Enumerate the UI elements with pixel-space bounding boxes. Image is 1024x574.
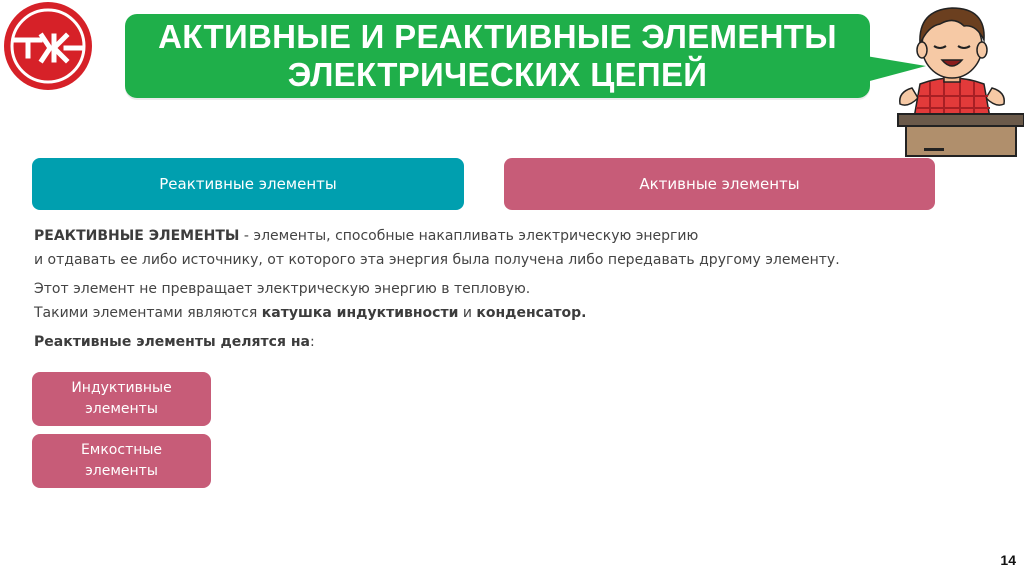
examples-and: и — [458, 305, 477, 321]
title-line-2: ЭЛЕКТРИЧЕСКИХ ЦЕПЕЙ — [287, 56, 708, 93]
definition-text: - элементы, способные накапливать электрическую энергию — [239, 228, 699, 244]
classification-colon: : — [309, 334, 315, 350]
teacher-character-icon — [880, 0, 1024, 158]
definition-term: РЕАКТИВНЫЕ ЭЛЕМЕНТЫ — [34, 228, 240, 244]
tab-active-elements[interactable] — [504, 158, 935, 210]
capacitive-label-line1: Емкостные — [80, 442, 163, 458]
page-number: 14 — [1000, 552, 1016, 568]
tab-active-label: Активные элементы — [639, 175, 800, 193]
examples-paragraph — [34, 277, 586, 325]
definition-paragraph — [34, 224, 840, 272]
capacitive-label-line2: элементы — [85, 463, 158, 479]
tab-reactive-elements[interactable] — [32, 158, 464, 210]
classification-text: Реактивные элементы делятся на — [34, 334, 310, 350]
examples-prefix: Такими элементами являются — [34, 305, 262, 321]
inductive-label-line1: Индуктивные — [71, 380, 172, 396]
classification-heading — [34, 330, 315, 354]
examples-line1: Этот элемент не превращает электрическую энергию в тепловую. — [34, 281, 531, 297]
capacitive-elements-button[interactable] — [32, 434, 211, 488]
company-logo-icon — [2, 0, 94, 92]
examples-capacitor: конденсатор. — [476, 305, 587, 321]
inductive-label-line2: элементы — [85, 401, 158, 417]
examples-inductor: катушка индуктивности — [261, 305, 459, 321]
inductive-elements-button[interactable] — [32, 372, 211, 426]
page-title — [125, 14, 870, 98]
title-line-1: АКТИВНЫЕ И РЕАКТИВНЫЕ ЭЛЕМЕНТЫ — [158, 18, 837, 55]
tab-reactive-label: Реактивные элементы — [159, 175, 337, 193]
definition-text-line2: и отдавать ее либо источнику, от которого эта энергия была получена либо передавать другому элементу. — [34, 252, 840, 268]
